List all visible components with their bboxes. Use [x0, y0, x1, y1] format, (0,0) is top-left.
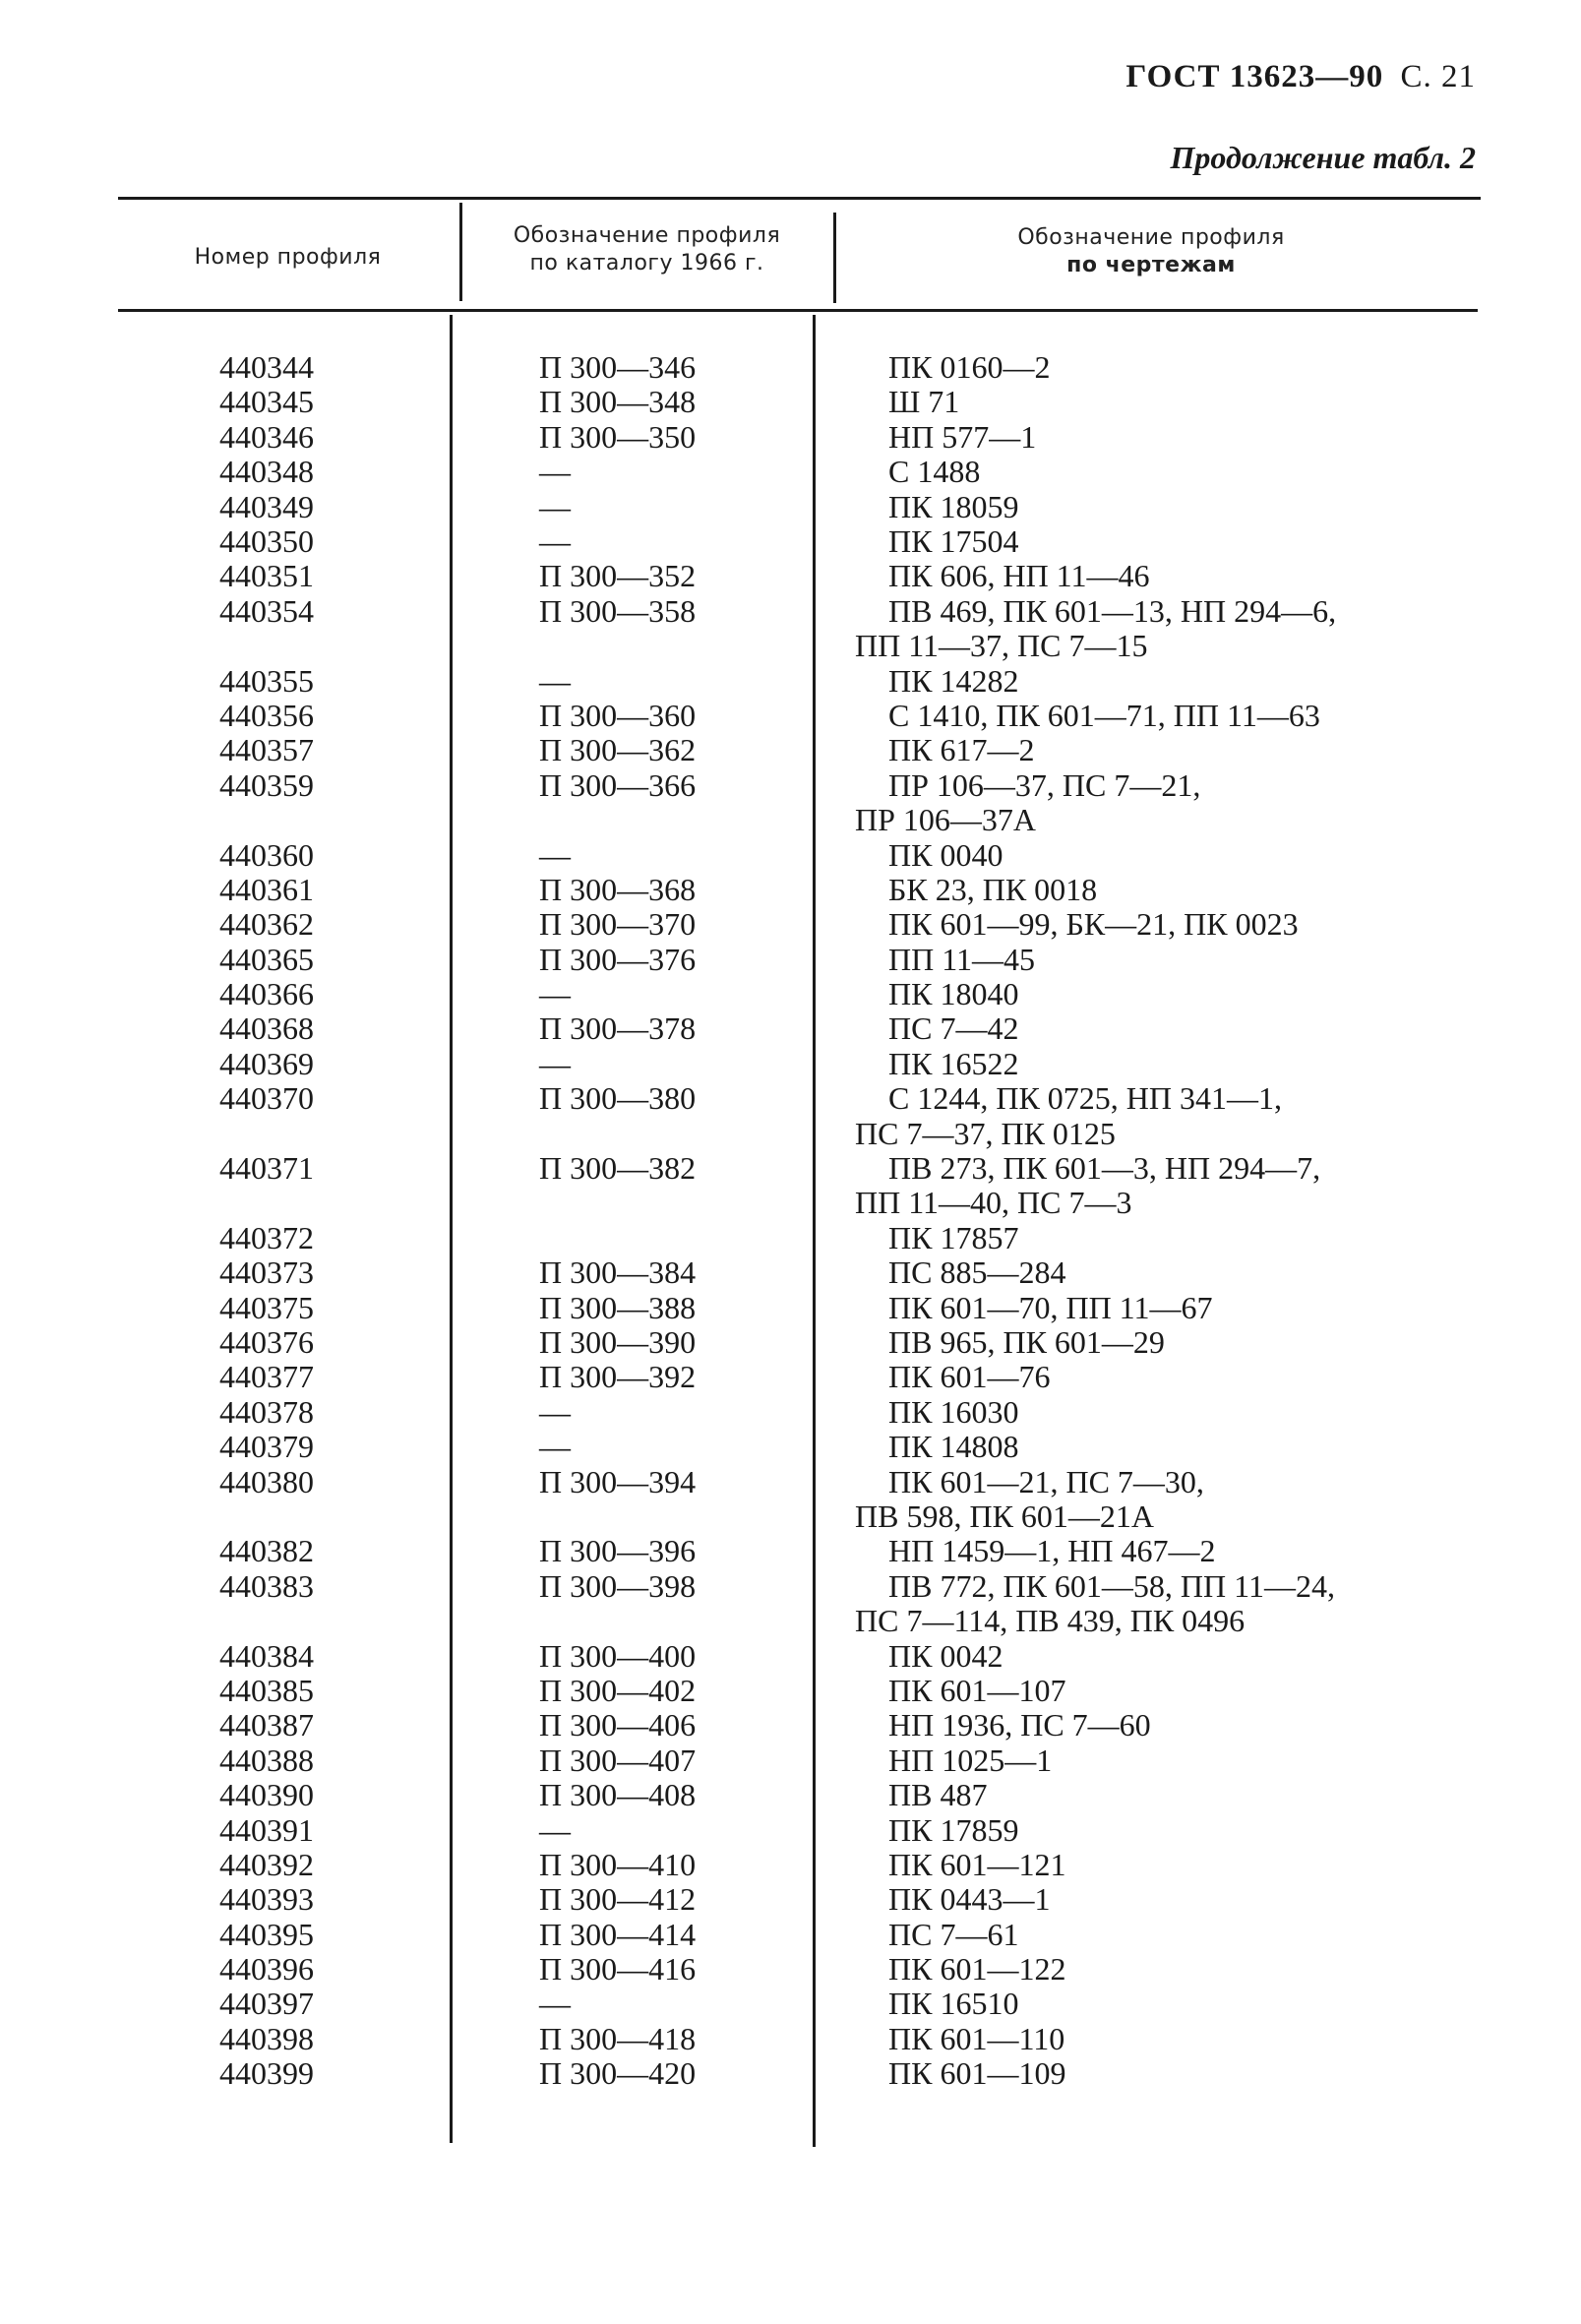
- catalog-designation-cell: —: [539, 1045, 571, 1081]
- table-header-rule: [118, 309, 1478, 312]
- table-row: [0, 1047, 1581, 1081]
- table-row: [0, 768, 1581, 838]
- profile-number-cell: 440395: [219, 1916, 314, 1952]
- catalog-designation-cell: —: [539, 1986, 571, 2022]
- profile-number-cell: 440372: [219, 1219, 314, 1255]
- column-header-catalog-designation: [467, 222, 826, 277]
- table-row: [0, 1534, 1581, 1568]
- table-row: [0, 1848, 1581, 1882]
- table-row: [0, 1221, 1581, 1255]
- table-row: [0, 838, 1581, 873]
- profile-number-cell: 440368: [219, 1010, 314, 1047]
- table-row: [0, 943, 1581, 977]
- profile-number-cell: 440375: [219, 1289, 314, 1325]
- catalog-designation-cell: П 300—352: [539, 558, 697, 594]
- profile-number-cell: 440345: [219, 384, 314, 420]
- table-row: [0, 420, 1581, 455]
- drawing-designation-cell: ПК 18040: [888, 976, 1019, 1012]
- table-row: [0, 1743, 1581, 1778]
- drawing-designation-cell: НП 1936, ПС 7—60: [888, 1707, 1151, 1743]
- drawing-designation-cell: С 1410, ПК 601—71, ПП 11—63: [888, 697, 1320, 733]
- profile-number-cell: 440351: [219, 558, 314, 594]
- catalog-designation-cell: П 300—388: [539, 1289, 697, 1325]
- drawing-designation-cell: БК 23, ПК 0018: [888, 871, 1098, 907]
- table-row: [0, 1430, 1581, 1464]
- header-divider-2: [833, 213, 836, 303]
- profile-number-cell: 440354: [219, 592, 314, 629]
- drawing-designation-continuation: ПВ 598, ПК 601—21А: [855, 1498, 1155, 1534]
- table-row: [0, 490, 1581, 524]
- drawing-designation-continuation: ПР 106—37А: [855, 802, 1037, 838]
- profile-number-cell: 440383: [219, 1567, 314, 1604]
- profile-number-cell: 440356: [219, 697, 314, 733]
- catalog-designation-cell: —: [539, 1811, 571, 1848]
- catalog-designation-cell: П 300—394: [539, 1463, 697, 1499]
- catalog-designation-cell: —: [539, 522, 571, 559]
- drawing-designation-cell: ПВ 487: [888, 1777, 988, 1813]
- drawing-designation-cell: ПК 617—2: [888, 732, 1035, 768]
- drawing-designation-cell: ПК 606, НП 11—46: [888, 558, 1150, 594]
- table-row: [0, 1255, 1581, 1290]
- catalog-designation-cell: —: [539, 454, 571, 490]
- profile-number-cell: 440344: [219, 349, 314, 385]
- catalog-designation-cell: П 300—407: [539, 1742, 697, 1778]
- catalog-designation-cell: П 300—382: [539, 1150, 697, 1187]
- drawing-designation-cell: ПК 18059: [888, 488, 1019, 524]
- table-body: [0, 350, 1581, 2092]
- table-row: [0, 1987, 1581, 2021]
- profile-number-cell: 440377: [219, 1359, 314, 1395]
- drawing-designation-cell: ПК 14808: [888, 1429, 1019, 1465]
- profile-number-cell: 440348: [219, 454, 314, 490]
- profile-number-cell: 440379: [219, 1429, 314, 1465]
- table-row: [0, 385, 1581, 419]
- profile-number-cell: 440378: [219, 1393, 314, 1430]
- catalog-designation-cell: П 300—406: [539, 1707, 697, 1743]
- profile-number-cell: 440399: [219, 2055, 314, 2092]
- table-row: [0, 1569, 1581, 1639]
- table-row: [0, 1882, 1581, 1917]
- profile-number-cell: 440355: [219, 662, 314, 699]
- catalog-designation-cell: П 300—392: [539, 1359, 697, 1395]
- table-row: [0, 664, 1581, 699]
- profile-number-cell: 440357: [219, 732, 314, 768]
- table-row: [0, 1151, 1581, 1221]
- drawing-designation-cell: ПК 17859: [888, 1811, 1019, 1848]
- drawing-designation-cell: ПК 601—21, ПС 7—30,: [888, 1463, 1204, 1499]
- table-row: [0, 455, 1581, 489]
- drawing-designation-cell: НП 1025—1: [888, 1742, 1053, 1778]
- drawing-designation-cell: ПС 885—284: [888, 1254, 1066, 1291]
- profile-number-cell: 440388: [219, 1742, 314, 1778]
- table-row: [0, 1011, 1581, 1046]
- drawing-designation-continuation: ПП 11—40, ПС 7—3: [855, 1185, 1132, 1221]
- drawing-designation-cell: ПК 17857: [888, 1219, 1019, 1255]
- profile-number-cell: 440360: [219, 836, 314, 873]
- table-row: [0, 1778, 1581, 1812]
- table-continuation-note: Продолжение табл. 2: [1170, 140, 1476, 175]
- drawing-designation-cell: ПК 601—99, БК—21, ПК 0023: [888, 906, 1299, 943]
- profile-number-cell: 440397: [219, 1986, 314, 2022]
- catalog-designation-cell: П 300—402: [539, 1672, 697, 1708]
- catalog-designation-cell: П 300—380: [539, 1080, 697, 1117]
- column-header-catalog-line1: Обозначение профиля: [513, 223, 781, 248]
- drawing-designation-cell: ПК 0443—1: [888, 1881, 1051, 1918]
- table-row: [0, 1708, 1581, 1743]
- catalog-designation-cell: —: [539, 1393, 571, 1430]
- drawing-designation-cell: ПК 601—76: [888, 1359, 1051, 1395]
- table-row: [0, 1952, 1581, 1987]
- column-header-drawing-designation: [846, 224, 1456, 279]
- drawing-designation-cell: С 1244, ПК 0725, НП 341—1,: [888, 1080, 1283, 1117]
- drawing-designation-cell: НП 1459—1, НП 467—2: [888, 1533, 1216, 1569]
- table-row: [0, 1081, 1581, 1151]
- drawing-designation-cell: ПВ 965, ПК 601—29: [888, 1324, 1165, 1360]
- catalog-designation-cell: П 300—396: [539, 1533, 697, 1569]
- column-header-catalog-line2: по каталогу 1966 г.: [529, 251, 764, 275]
- profile-number-cell: 440373: [219, 1254, 314, 1291]
- drawing-designation-cell: ПС 7—61: [888, 1916, 1019, 1952]
- drawing-designation-cell: ПС 7—42: [888, 1010, 1019, 1047]
- catalog-designation-cell: П 300—418: [539, 2020, 697, 2056]
- page-number: С. 21: [1400, 59, 1476, 94]
- table-row: [0, 1918, 1581, 1952]
- catalog-designation-cell: П 300—400: [539, 1637, 697, 1674]
- profile-number-cell: 440359: [219, 766, 314, 803]
- table-row: [0, 2056, 1581, 2091]
- drawing-designation-continuation: ПС 7—114, ПВ 439, ПК 0496: [855, 1603, 1246, 1639]
- drawing-designation-cell: ПР 106—37, ПС 7—21,: [888, 766, 1201, 803]
- catalog-designation-cell: П 300—378: [539, 1010, 697, 1047]
- profile-number-cell: 440365: [219, 941, 314, 977]
- catalog-designation-cell: П 300—346: [539, 349, 697, 385]
- profile-number-cell: 440385: [219, 1672, 314, 1708]
- catalog-designation-cell: П 300—414: [539, 1916, 697, 1952]
- table-row: [0, 2022, 1581, 2056]
- table-row: [0, 350, 1581, 385]
- catalog-designation-cell: П 300—376: [539, 941, 697, 977]
- catalog-designation-cell: —: [539, 836, 571, 873]
- profile-number-cell: 440369: [219, 1045, 314, 1081]
- drawing-designation-cell: ПК 0160—2: [888, 349, 1051, 385]
- catalog-designation-cell: П 300—408: [539, 1777, 697, 1813]
- drawing-designation-cell: ПК 601—109: [888, 2055, 1066, 2092]
- catalog-designation-cell: —: [539, 662, 571, 699]
- catalog-designation-cell: П 300—412: [539, 1881, 697, 1918]
- document-header: [1125, 59, 1476, 95]
- drawing-designation-cell: ПВ 273, ПК 601—3, НП 294—7,: [888, 1150, 1321, 1187]
- drawing-designation-cell: ПК 14282: [888, 662, 1019, 699]
- profile-number-cell: 440384: [219, 1637, 314, 1674]
- table-row: [0, 559, 1581, 593]
- table-row: [0, 733, 1581, 767]
- drawing-designation-cell: ПВ 772, ПК 601—58, ПП 11—24,: [888, 1567, 1335, 1604]
- drawing-designation-cell: ПК 601—121: [888, 1846, 1066, 1882]
- catalog-designation-cell: П 300—390: [539, 1324, 697, 1360]
- profile-number-cell: 440392: [219, 1846, 314, 1882]
- table-top-rule: [118, 197, 1481, 200]
- profile-number-cell: 440371: [219, 1150, 314, 1187]
- profile-number-cell: 440393: [219, 1881, 314, 1918]
- catalog-designation-cell: П 300—370: [539, 906, 697, 943]
- drawing-designation-cell: ПК 601—70, ПП 11—67: [888, 1289, 1213, 1325]
- catalog-designation-cell: —: [539, 488, 571, 524]
- column-header-drawing-line2: по чертежам: [1066, 253, 1236, 277]
- profile-number-cell: 440366: [219, 976, 314, 1012]
- table-row: [0, 873, 1581, 907]
- drawing-designation-cell: ПК 16510: [888, 1986, 1019, 2022]
- table-row: [0, 524, 1581, 559]
- profile-number-cell: 440376: [219, 1324, 314, 1360]
- table-row: [0, 1465, 1581, 1535]
- table-row: [0, 907, 1581, 942]
- catalog-designation-cell: П 300—398: [539, 1567, 697, 1604]
- catalog-designation-cell: П 300—368: [539, 871, 697, 907]
- drawing-designation-cell: С 1488: [888, 454, 981, 490]
- drawing-designation-cell: ПК 16030: [888, 1393, 1019, 1430]
- table-row: [0, 977, 1581, 1011]
- catalog-designation-cell: П 300—348: [539, 384, 697, 420]
- profile-number-cell: 440380: [219, 1463, 314, 1499]
- catalog-designation-cell: П 300—358: [539, 592, 697, 629]
- catalog-designation-cell: П 300—416: [539, 1951, 697, 1988]
- profile-number-cell: 440396: [219, 1951, 314, 1988]
- drawing-designation-cell: ПК 17504: [888, 522, 1019, 559]
- profile-number-cell: 440382: [219, 1533, 314, 1569]
- drawing-designation-cell: ПК 601—107: [888, 1672, 1066, 1708]
- catalog-designation-cell: П 300—350: [539, 418, 697, 455]
- header-divider-1: [459, 203, 462, 301]
- drawing-designation-continuation: ПС 7—37, ПК 0125: [855, 1115, 1116, 1151]
- profile-number-cell: 440361: [219, 871, 314, 907]
- standard-number: ГОСТ 13623—90: [1125, 59, 1384, 94]
- column-header-drawing-line1: Обозначение профиля: [1017, 225, 1285, 250]
- catalog-designation-cell: П 300—366: [539, 766, 697, 803]
- table-row: [0, 594, 1581, 664]
- profile-number-cell: 440391: [219, 1811, 314, 1848]
- catalog-designation-cell: П 300—384: [539, 1254, 697, 1291]
- table-row: [0, 1674, 1581, 1708]
- profile-number-cell: 440362: [219, 906, 314, 943]
- table-row: [0, 699, 1581, 733]
- catalog-designation-cell: П 300—420: [539, 2055, 697, 2092]
- drawing-designation-cell: ПП 11—45: [888, 941, 1036, 977]
- catalog-designation-cell: —: [539, 976, 571, 1012]
- table-row: [0, 1639, 1581, 1674]
- catalog-designation-cell: П 300—362: [539, 732, 697, 768]
- profile-number-cell: 440390: [219, 1777, 314, 1813]
- drawing-designation-continuation: ПП 11—37, ПС 7—15: [855, 628, 1148, 664]
- profile-number-cell: 440346: [219, 418, 314, 455]
- drawing-designation-cell: ПК 0042: [888, 1637, 1003, 1674]
- profile-number-cell: 440349: [219, 488, 314, 524]
- profile-number-cell: 440350: [219, 522, 314, 559]
- profile-number-cell: 440398: [219, 2020, 314, 2056]
- profile-number-cell: 440370: [219, 1080, 314, 1117]
- table-row: [0, 1813, 1581, 1848]
- table-row: [0, 1360, 1581, 1394]
- table-row: [0, 1395, 1581, 1430]
- drawing-designation-cell: ПК 601—122: [888, 1951, 1066, 1988]
- profile-number-cell: 440387: [219, 1707, 314, 1743]
- drawing-designation-cell: ПК 0040: [888, 836, 1003, 873]
- column-header-profile-number: Номер профиля: [194, 245, 382, 270]
- drawing-designation-cell: Ш 71: [888, 384, 960, 420]
- table-row: [0, 1325, 1581, 1360]
- table-row: [0, 1291, 1581, 1325]
- catalog-designation-cell: П 300—360: [539, 697, 697, 733]
- drawing-designation-cell: ПВ 469, ПК 601—13, НП 294—6,: [888, 592, 1337, 629]
- drawing-designation-cell: НП 577—1: [888, 418, 1037, 455]
- drawing-designation-cell: ПК 16522: [888, 1045, 1019, 1081]
- catalog-designation-cell: П 300—410: [539, 1846, 697, 1882]
- catalog-designation-cell: —: [539, 1429, 571, 1465]
- drawing-designation-cell: ПК 601—110: [888, 2020, 1065, 2056]
